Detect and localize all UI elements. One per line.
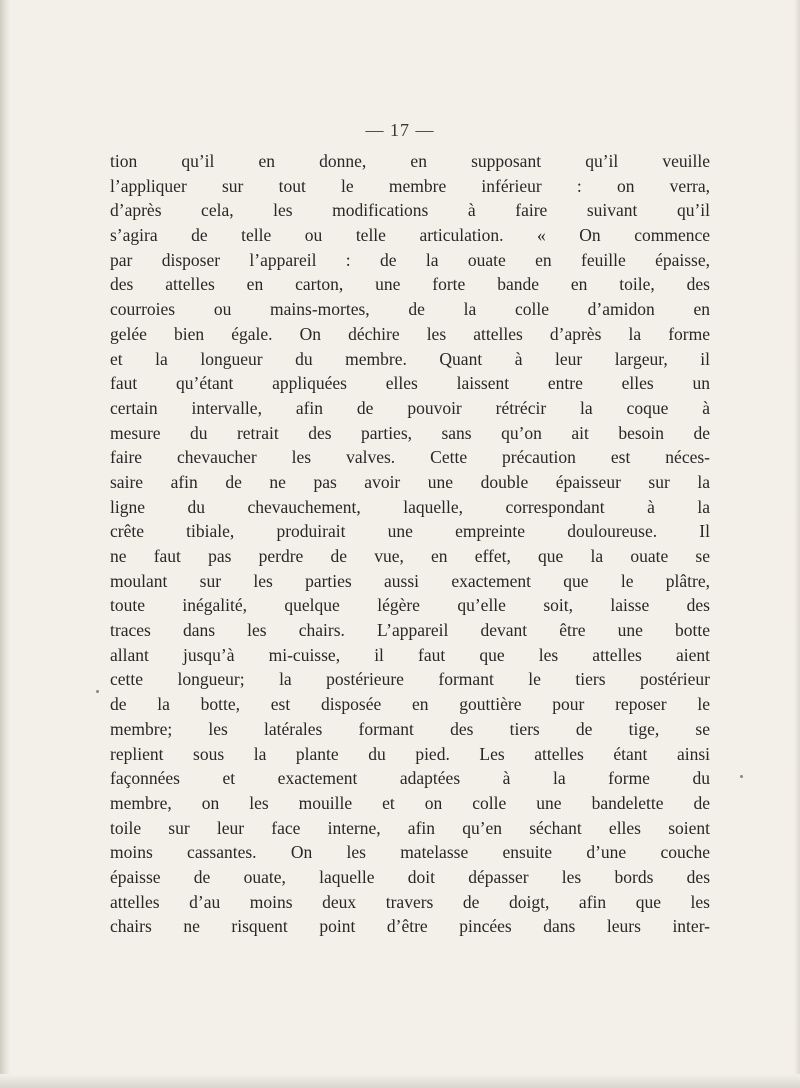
text-line: épaisse de ouate, laquelle doit dépasser les bords des (110, 866, 710, 887)
page-number: — 17 — (365, 120, 435, 140)
text-line: courroies ou mains-mortes, de la colle d’amidon en (110, 299, 710, 320)
text-line: s’agira de telle ou telle articulation. « On commence (110, 225, 710, 246)
text-line: faut qu’étant appliquées elles laissent entre elles un (110, 373, 710, 394)
text-line: membre, on les mouille et on colle une bandelette de (110, 792, 710, 813)
text-line: faire chevaucher les valves. Cette précaution est néces- (110, 447, 710, 468)
text-line: certain intervalle, afin de pouvoir rétrécir la coque à (110, 397, 710, 418)
text-line: saire afin de ne pas avoir une double épaisseur sur la (110, 471, 710, 492)
page-bottom-edge (0, 1074, 800, 1088)
text-line: traces dans les chairs. L’appareil devant être une botte (110, 620, 710, 641)
text-line: par disposer l’appareil : de la ouate en feuille épaisse, (110, 249, 710, 270)
text-line: gelée bien égale. On déchire les attelles d’après la forme (110, 323, 710, 344)
text-line: des attelles en carton, une forte bande en toile, des (110, 274, 710, 295)
text-line: tion qu’il en donne, en supposant qu’il veuille (110, 151, 710, 171)
text-line: toute inégalité, quelque légère qu’elle soit, laisse des (110, 595, 710, 616)
text-line: attelles d’au moins deux travers de doigt, afin que les (110, 891, 710, 912)
text-line: moulant sur les parties aussi exactement que le plâtre, (110, 570, 710, 591)
text-line: ligne du chevauchement, laquelle, correspondant à la (110, 496, 710, 517)
paper-speck (740, 775, 743, 778)
text-line: membre; les latérales formant des tiers de tige, se (110, 718, 710, 739)
text-line: l’appliquer sur tout le membre inférieur : on verra, (110, 175, 710, 196)
text-line: de la botte, est disposée en gouttière pour reposer le (110, 694, 710, 715)
text-line: toile sur leur face interne, afin qu’en séchant elles soient (110, 817, 710, 838)
text-line: replient sous la plante du pied. Les attelles étant ainsi (110, 743, 710, 764)
text-line: moins cassantes. On les matelasse ensuite d’une couche (110, 842, 710, 863)
paper-speck (96, 690, 99, 693)
page-right-edge (794, 0, 800, 1088)
text-line: mesure du retrait des parties, sans qu’on ait besoin de (110, 422, 710, 443)
text-line: chairs ne risquent point d’être pincées dans leurs inter- (110, 916, 710, 937)
text-line: cette longueur; la postérieure formant le tiers postérieur (110, 669, 710, 690)
text-line: allant jusqu’à mi-cuisse, il faut que les attelles aient (110, 644, 710, 665)
text-line: crête tibiale, produirait une empreinte douloureuse. Il (110, 521, 710, 542)
text-line: d’après cela, les modifications à faire suivant qu’il (110, 200, 710, 221)
text-line: et la longueur du membre. Quant à leur largeur, il (110, 348, 710, 369)
page-binding-edge (0, 0, 10, 1088)
text-line: façonnées et exactement adaptées à la forme du (110, 768, 710, 789)
text-line: ne faut pas perdre de vue, en effet, que la ouate se (110, 546, 710, 566)
body-text (110, 149, 710, 939)
